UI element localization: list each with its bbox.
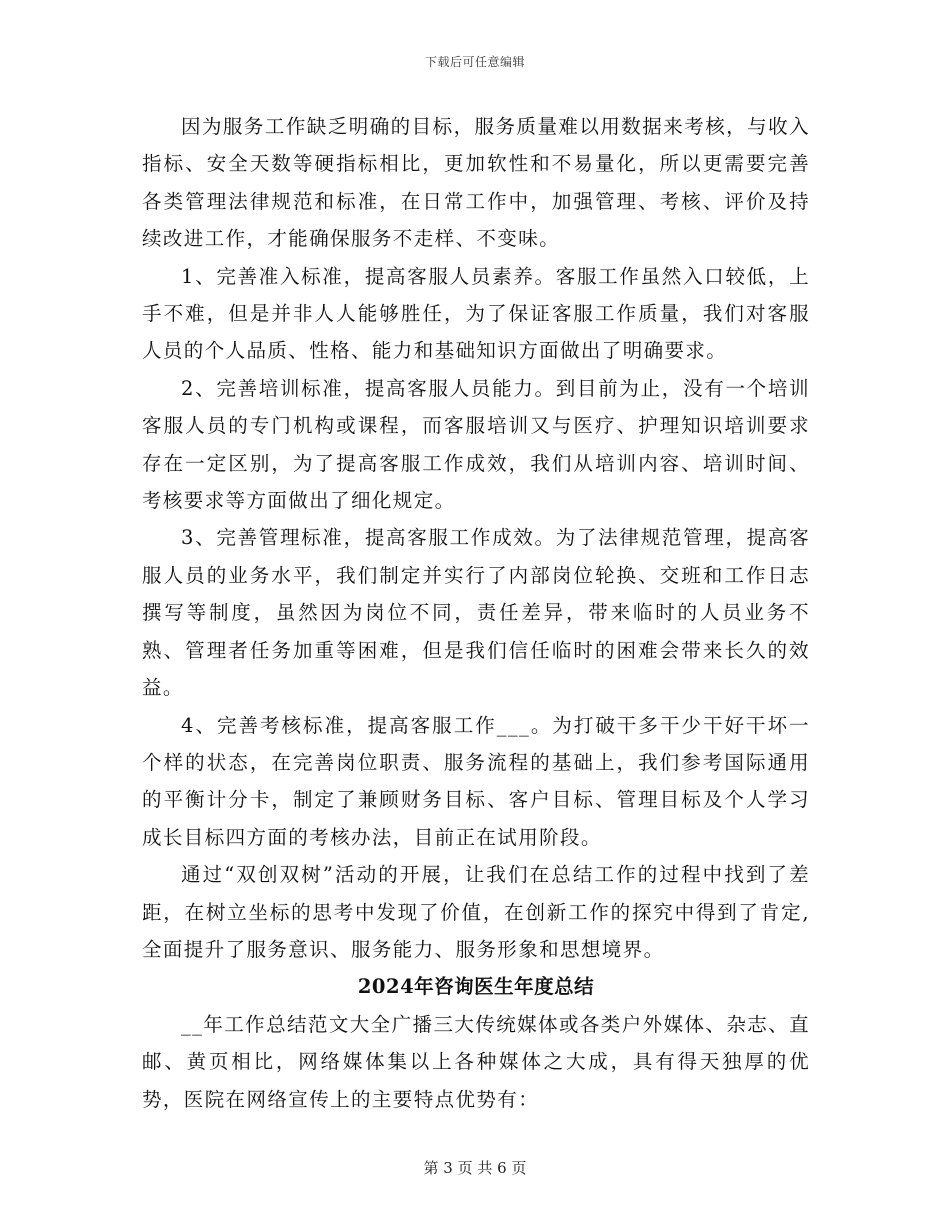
document-body (142, 108, 810, 1118)
paragraph-conclusion: 通过“双创双树”活动的开展，让我们在总结工作的过程中找到了差距，在树立坐标的思考中发现了价值，在创新工作的探究中得到了肯定,全面提升了服务意识、服务能力、服务形象和思想境界。 (142, 863, 810, 961)
paragraph-intro: 因为服务工作缺乏明确的目标，服务质量难以用数据来考核，与收入指标、安全天数等硬指标相比，更加软性和不易量化，所以更需要完善各类管理法律规范和标准，在日常工作中，加强管理、考核、评价及持续改进工作，才能确保服务不走样、不变味。 (142, 115, 810, 251)
header-note: 下载后可任意编辑 (424, 55, 525, 69)
section-title: 2024年咨询医生年度总结 (357, 975, 595, 999)
paragraph-item-3: 3、完善管理标准，提高客服工作成效。为了法律规范管理，提高客服人员的业务水平，我们制定并实行了内部岗位轮换、交班和工作日志撰写等制度，虽然因为岗位不同，责任差异，带来临时的人员业务不熟、管理者任务加重等困难，但是我们信任临时的困难会带来长久的效益。 (142, 526, 810, 700)
section-paragraph: __年工作总结范文大全广播三大传统媒体或各类户外媒体、杂志、直邮、黄页相比，网络媒体集以上各种媒体之大成，具有得天独厚的优势，医院在网络宣传上的主要特点优势有： (142, 1012, 810, 1111)
paragraph-item-4: 4、完善考核标准，提高客服工作___。为打破干多干少干好干坏一个样的状态，在完善岗位职责、服务流程的基础上，我们参考国际通用的平衡计分卡，制定了兼顾财务目标、客户目标、管理目标及个人学习成长目标四方面的考核办法，目前正在试用阶段。 (142, 713, 810, 849)
page-number: 第 3 页 共 6 页 (423, 1159, 527, 1177)
paragraph-item-1: 1、完善准入标准，提高客服人员素养。客服工作虽然入口较低，上手不难，但是并非人人能够胜任，为了保证客服工作质量，我们对客服人员的个人品质、性格、能力和基础知识方面做出了明确要求。 (142, 264, 810, 363)
paragraph-item-2: 2、完善培训标准，提高客服人员能力。到目前为止，没有一个培训客服人员的专门机构或课程，而客服培训又与医疗、护理知识培训要求存在一定区别，为了提高客服工作成效，我们从培训内容、培训时间、考核要求等方面做出了细化规定。 (142, 376, 810, 513)
